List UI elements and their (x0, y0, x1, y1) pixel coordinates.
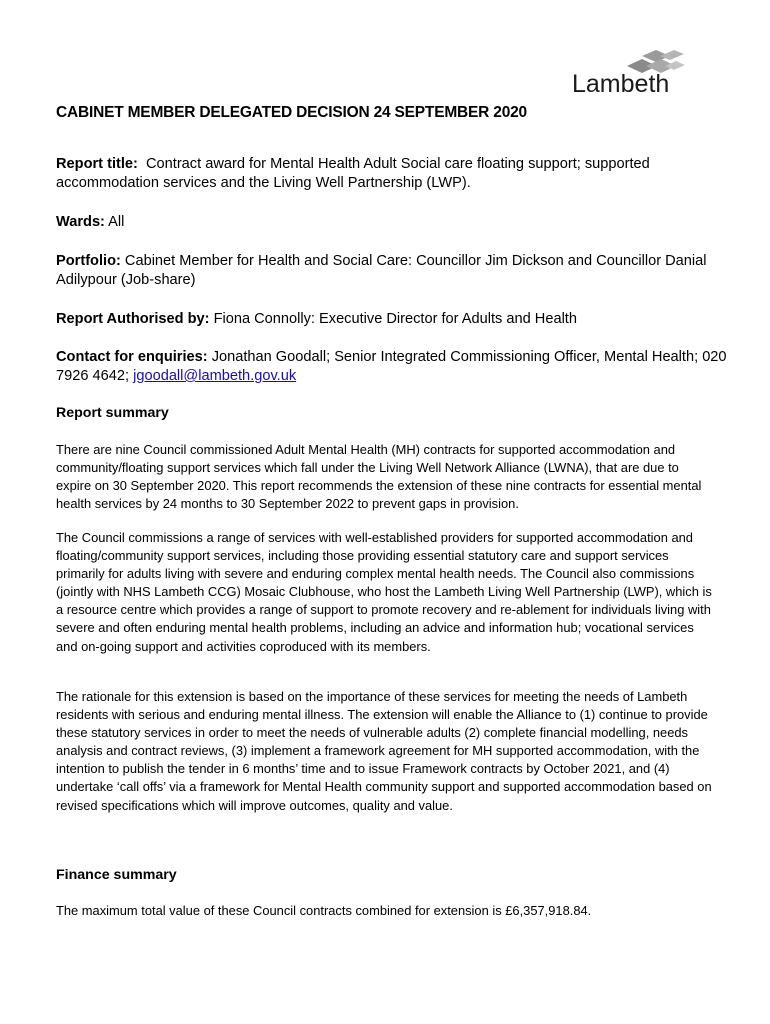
wards-value: All (108, 214, 125, 230)
portfolio-value: Cabinet Member for Health and Social Care: Councillor Jim Dickson and Councillor Danial Adilypour (Job-share) (56, 253, 707, 288)
summary-paragraph: The Council commissions a range of services with well-established providers for supported accommodation and floating/community support services, including those providing essential statutory care and support services primarily for adults living with severe and enduring complex mental health needs. The Council also commissions (jointly with NHS Lambeth CCG) Mosaic Clubhouse, who host the Lambeth Living Well Partnership (LWP), which is a resource centre which provides a range of support to promote recovery and re-ablement for individuals living with severe and often enduring mental health problems, including an advice and information hub; vocational services and on-going support and activities coproduced with its members. (56, 530, 712, 654)
authorised-block (56, 310, 736, 329)
logo-wordmark: Lambeth (572, 70, 670, 98)
summary-paragraph: There are nine Council commissioned Adult Mental Health (MH) contracts for supported accommodation and community/floating support services which fall under the Living Well Network Alliance (LWNA), that are due to expire on 30 September 2020. This report recommends the extension of these nine contracts for essential mental health services by 24 months to 30 September 2022 to prevent gaps in provision. (56, 442, 702, 512)
summary-paragraph: The rationale for this extension is based on the importance of these services for meeting the needs of Lambeth residents with serious and enduring mental illness. The extension will enable the Alliance to (1) continue to provide these statutory services in order to meet the needs of vulnerable adults (2) complete financial modelling, needs analysis and contract reviews, (3) implement a framework agreement for MH supported accommodation, with the intention to publish the tender in 6 months’ time and to issue Framework contracts by October 2021, and (4) undertake ‘call offs’ via a framework for Mental Health community support and supported accommodation based on revised specifications which will improve outcomes, quality and value. (56, 689, 712, 813)
finance-summary-title: Finance summary (56, 867, 177, 883)
page-heading: CABINET MEMBER DELEGATED DECISION 24 SEPTEMBER 2020 (56, 104, 527, 121)
contact-email-link[interactable]: jgoodall@lambeth.gov.uk (133, 368, 297, 384)
contact-label: Contact for enquiries: (56, 349, 208, 365)
finance-summary-text: The maximum total value of these Council contracts combined for extension is £6,357,918.84. (56, 903, 592, 918)
report-summary-title: Report summary (56, 405, 169, 421)
authorised-value: Fiona Connolly: Executive Director for Adults and Health (213, 311, 577, 327)
contact-value: Jonathan Goodall; Senior Integrated Commissioning Officer, Mental Health; 020 7926 4642; (56, 349, 727, 384)
contact-block (56, 348, 736, 386)
wards-label: Wards: (56, 214, 105, 230)
authorised-label: Report Authorised by: (56, 311, 210, 327)
report-title-value: Contract award for Mental Health Adult Social care floating support; supported accommodation services and the Living Well Partnership (LWP). (56, 156, 650, 191)
wards-block (56, 213, 736, 232)
portfolio-block (56, 252, 736, 290)
report-title-label: Report title: (56, 156, 138, 172)
lambeth-logo (572, 46, 687, 102)
report-title-block (56, 155, 736, 193)
portfolio-label: Portfolio: (56, 253, 121, 269)
